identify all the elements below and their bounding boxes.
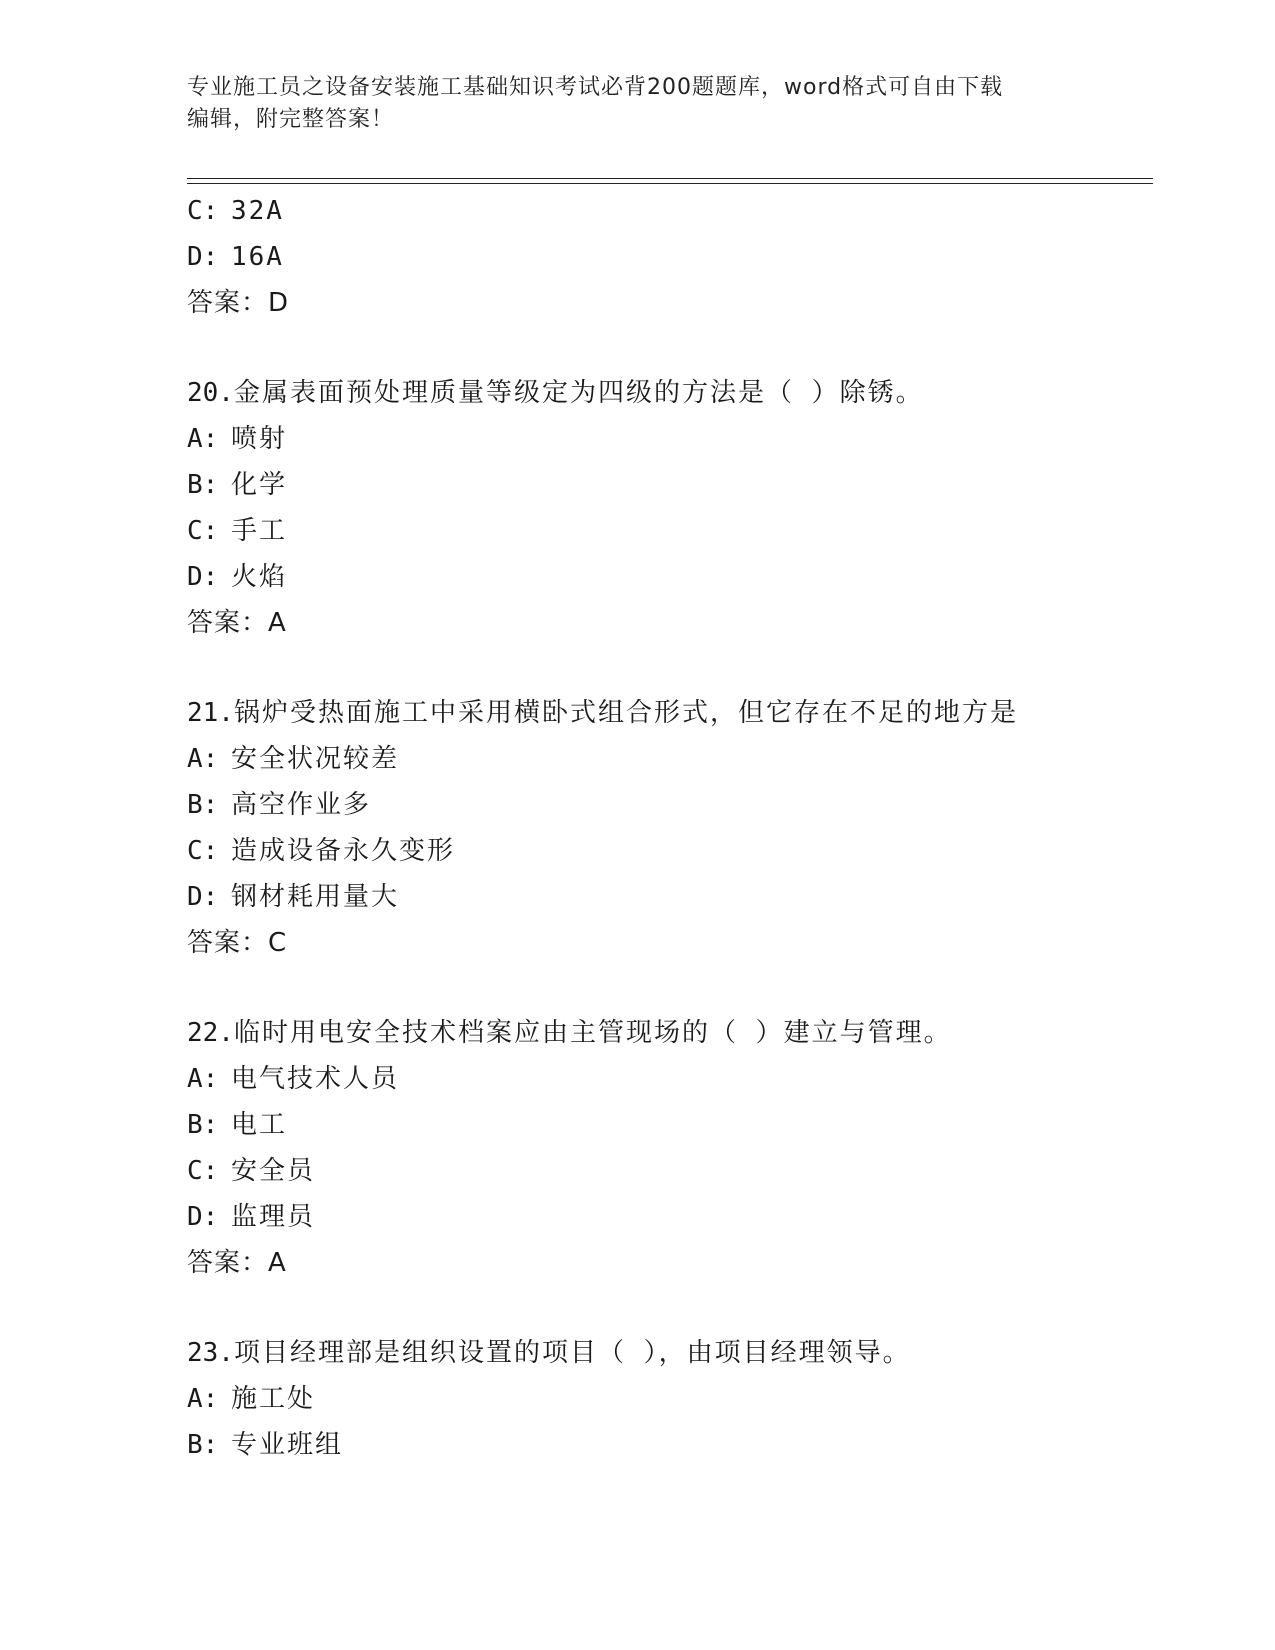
- option-c: [187, 1148, 1153, 1194]
- question-stem: [187, 1010, 1153, 1056]
- question-text: 临时用电安全技术档案应由主管现场的（ ）建立与管理。: [233, 1018, 952, 1048]
- option-text: 喷射: [231, 424, 288, 454]
- header-rule-bottom: [187, 183, 1153, 184]
- question-text: 锅炉受热面施工中采用横卧式组合形式，但它存在不足的地方是: [233, 698, 1018, 728]
- question-text: 项目经理部是组织设置的项目（ ），由项目经理领导。: [233, 1338, 911, 1368]
- option-letter: B:: [187, 790, 219, 820]
- answer-line: 答案：D: [187, 288, 290, 318]
- option-text: 电工: [231, 1110, 288, 1140]
- option-letter: C:: [187, 516, 219, 546]
- option-letter: D:: [187, 882, 219, 912]
- answer-line: 答案：A: [187, 608, 287, 638]
- option-b: [187, 782, 1153, 828]
- option-text: 电气技术人员: [231, 1064, 400, 1094]
- option-d: [187, 1194, 1153, 1240]
- option-letter: D:: [187, 242, 219, 272]
- header-title-line-2: 编辑，附完整答案！: [187, 107, 395, 132]
- option-text: 造成设备永久变形: [231, 836, 456, 866]
- option-a: [187, 1056, 1153, 1102]
- document-header: [187, 72, 1087, 136]
- option-text: 32A: [231, 196, 284, 226]
- question-21: [187, 690, 1153, 966]
- option-text: 钢材耗用量大: [231, 882, 400, 912]
- option-letter: B:: [187, 1110, 219, 1140]
- question-stem: [187, 690, 1153, 736]
- option-letter: B:: [187, 1430, 219, 1460]
- option-letter: A:: [187, 424, 219, 454]
- option-letter: C:: [187, 196, 219, 226]
- document-body: [187, 188, 1153, 1468]
- option-b: [187, 1422, 1153, 1468]
- option-letter: C:: [187, 836, 219, 866]
- option-text: 高空作业多: [231, 790, 372, 820]
- option-text: 安全员: [231, 1156, 316, 1186]
- question-19-continuation: [187, 188, 1153, 326]
- option-letter: B:: [187, 470, 219, 500]
- option-text: 监理员: [231, 1202, 316, 1232]
- answer-line: 答案：C: [187, 928, 288, 958]
- option-text: 安全状况较差: [231, 744, 400, 774]
- option-letter: D:: [187, 562, 219, 592]
- question-number: 21.: [187, 698, 234, 728]
- question-22: [187, 1010, 1153, 1286]
- question-stem: [187, 370, 1153, 416]
- option-text: 施工处: [231, 1384, 316, 1414]
- spacer: [187, 966, 1153, 1010]
- option-letter: A:: [187, 744, 219, 774]
- question-23: [187, 1330, 1153, 1468]
- option-text: 16A: [231, 242, 284, 272]
- option-c: [187, 188, 1153, 234]
- option-a: [187, 416, 1153, 462]
- question-20: [187, 370, 1153, 646]
- question-stem: [187, 1330, 1153, 1376]
- option-letter: A:: [187, 1384, 219, 1414]
- option-a: [187, 736, 1153, 782]
- option-d: [187, 234, 1153, 280]
- option-text: 火焰: [231, 562, 288, 592]
- spacer: [187, 646, 1153, 690]
- option-text: 化学: [231, 470, 288, 500]
- spacer: [187, 326, 1153, 370]
- option-c: [187, 508, 1153, 554]
- option-c: [187, 828, 1153, 874]
- option-b: [187, 462, 1153, 508]
- header-rule-top: [187, 178, 1153, 179]
- option-letter: C:: [187, 1156, 219, 1186]
- question-number: 20.: [187, 378, 234, 408]
- question-number: 22.: [187, 1018, 234, 1048]
- answer-line: 答案：A: [187, 1248, 287, 1278]
- header-title-line-1: 专业施工员之设备安装施工基础知识考试必背200题题库，word格式可自由下载: [187, 75, 1004, 100]
- option-letter: A:: [187, 1064, 219, 1094]
- question-number: 23.: [187, 1338, 234, 1368]
- spacer: [187, 1286, 1153, 1330]
- option-letter: D:: [187, 1202, 219, 1232]
- option-a: [187, 1376, 1153, 1422]
- question-text: 金属表面预处理质量等级定为四级的方法是（ ）除锈。: [233, 378, 924, 408]
- option-text: 手工: [231, 516, 288, 546]
- option-d: [187, 554, 1153, 600]
- option-b: [187, 1102, 1153, 1148]
- option-text: 专业班组: [231, 1430, 344, 1460]
- option-d: [187, 874, 1153, 920]
